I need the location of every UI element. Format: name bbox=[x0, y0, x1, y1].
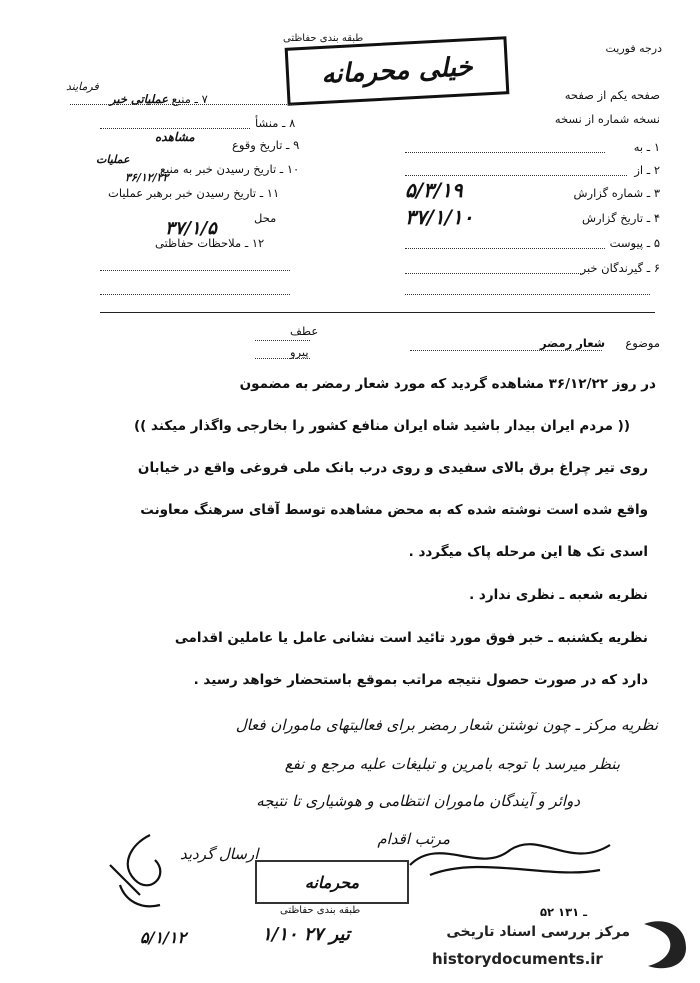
body-line: نظریه شعبه ـ نظری ندارد . bbox=[469, 587, 648, 603]
field-attachment-label: ۵ ـ پیوست bbox=[609, 236, 660, 250]
field-from-label: ٢ ـ از bbox=[634, 163, 660, 177]
section-divider bbox=[100, 312, 655, 313]
body-line: در روز ۳۶/۱۲/۲۲ مشاهده گردید که مورد شعار رمضر به مضمون bbox=[239, 376, 656, 392]
peyro-dots bbox=[255, 358, 310, 359]
field-source-label bbox=[110, 92, 208, 106]
field-to-dots bbox=[405, 152, 605, 153]
watermark-text: مرکز بررسی اسناد تاریخی bbox=[446, 924, 630, 940]
body-line: (( مردم ایران بیدار باشید شاه ایران منافع کشور را بخارجی واگذار میکند )) bbox=[133, 418, 630, 434]
priority-label: درجه فوریت bbox=[605, 42, 662, 55]
body-line: نظریه یکشنبه ـ خبر فوق مورد تائید است نشانی عامل یا عاملین اقدامی bbox=[174, 630, 648, 646]
atf-label: عطف bbox=[290, 324, 319, 338]
field-source-value: عملیاتی خبر bbox=[110, 92, 169, 106]
copy-label: نسخه شماره از نسخه bbox=[554, 112, 660, 126]
field-source-received-label: ١٠ ـ تاریخ رسیدن خبر به منبع bbox=[160, 162, 300, 176]
field-report-number-label: ٣ ـ شماره گزارش bbox=[573, 186, 660, 200]
lower-stamp bbox=[255, 860, 409, 904]
body-line: اسدی تک ها این مرحله پاک میگردد . bbox=[408, 544, 648, 560]
field-source-received-value: عملیات bbox=[96, 153, 130, 166]
atf-dots bbox=[255, 340, 310, 341]
handwritten-line: نظریه مرکز ـ چون نوشتن شعار رمضر برای فعالیتهای ماموران فعال bbox=[235, 716, 658, 734]
field-recipients-dots bbox=[405, 273, 583, 274]
field-leader-received-value: ۳۶/۱۲/۲۲ bbox=[125, 171, 169, 184]
footer-date-line: ۱/۱۰ تیر ۲۷ bbox=[262, 924, 350, 945]
handwritten-line: دوائر و آیندگان ماموران انتظامی و هوشیاری تا نتیجه bbox=[256, 792, 580, 810]
margin-note: فرمایند bbox=[66, 80, 99, 93]
field-attachment-dots bbox=[405, 248, 605, 249]
margin-date: ۵/۱/۱۲ bbox=[140, 928, 187, 947]
field-origin-label: ٨ ـ منشأ bbox=[255, 116, 296, 130]
subject-dots bbox=[410, 350, 602, 351]
field-to-label: ١ ـ به bbox=[633, 140, 660, 154]
signature-left-icon bbox=[100, 825, 190, 915]
handwritten-line: بنظر میرسد با توجه بامرین و تبلیغات علیه مرجع و نفع bbox=[284, 755, 620, 773]
field-report-date-value: ۳۷/۱/۱۰ bbox=[405, 205, 474, 229]
field-security-notes-label: ١٢ ـ ملاحظات حفاظتی bbox=[155, 236, 265, 250]
subject-label: موضوع bbox=[625, 336, 660, 350]
lower-stamp-text: محرمانه bbox=[304, 872, 360, 892]
dotted-line bbox=[100, 294, 290, 295]
field-recipients-label: ۶ ـ گیرندگان خبر bbox=[580, 261, 660, 275]
page-label: صفحه یکم از صفحه bbox=[564, 88, 660, 102]
body-line: روی تیر چراغ برق بالای سفیدی و روی درب بانک ملی فروغی واقع در خیابان bbox=[137, 460, 648, 476]
signature-right-icon bbox=[400, 825, 620, 885]
field-leader-received-label: ١١ ـ تاریخ رسیدن خبر برهبر عملیات bbox=[108, 186, 280, 200]
sent-note: ارسال گردید bbox=[180, 845, 259, 863]
field-occurrence-value: مشاهده bbox=[155, 130, 195, 144]
body-line: واقع شده است نوشته شده که به محض مشاهده توسط آقای سرهنگ معاونت bbox=[140, 502, 648, 518]
field-source-label-text: ٧ ـ منبع bbox=[171, 92, 208, 106]
subject-value: شعار رمضر bbox=[540, 336, 605, 350]
classification-stamp bbox=[285, 36, 510, 106]
history-documents-logo-icon bbox=[636, 916, 692, 974]
field-from-dots bbox=[405, 175, 627, 176]
registration-number: ۵۲ ـ ۱۳۱ bbox=[540, 905, 588, 919]
field-origin-dots bbox=[100, 128, 250, 129]
field-occurrence-date-label: ٩ ـ تاریخ وقوع bbox=[232, 138, 300, 152]
watermark-url: historydocuments.ir bbox=[432, 950, 603, 968]
dotted-line bbox=[405, 294, 650, 295]
field-report-number-value: ۵/۳/۱۹ bbox=[405, 178, 463, 202]
lower-stamp-caption: طبقه بندی حفاظتی bbox=[280, 905, 361, 916]
body-line: دارد که در صورت حصول نتیجه مراتب بموقع باستحضار خواهد رسید . bbox=[193, 672, 648, 688]
classification-caption: طبقه بندی حفاظتی bbox=[283, 33, 364, 44]
field-report-date-label: ۴ ـ تاریخ گزارش bbox=[581, 211, 660, 225]
field-location-label: محل bbox=[254, 211, 277, 225]
peyro-label: پیرو bbox=[290, 345, 309, 359]
handwritten-line: مرتب اقدام bbox=[377, 830, 450, 848]
classification-stamp-text: خیلی محرمانه bbox=[320, 52, 474, 90]
dotted-line bbox=[100, 270, 290, 271]
field-location-value: ۳۷/۱/۵ bbox=[165, 218, 217, 239]
